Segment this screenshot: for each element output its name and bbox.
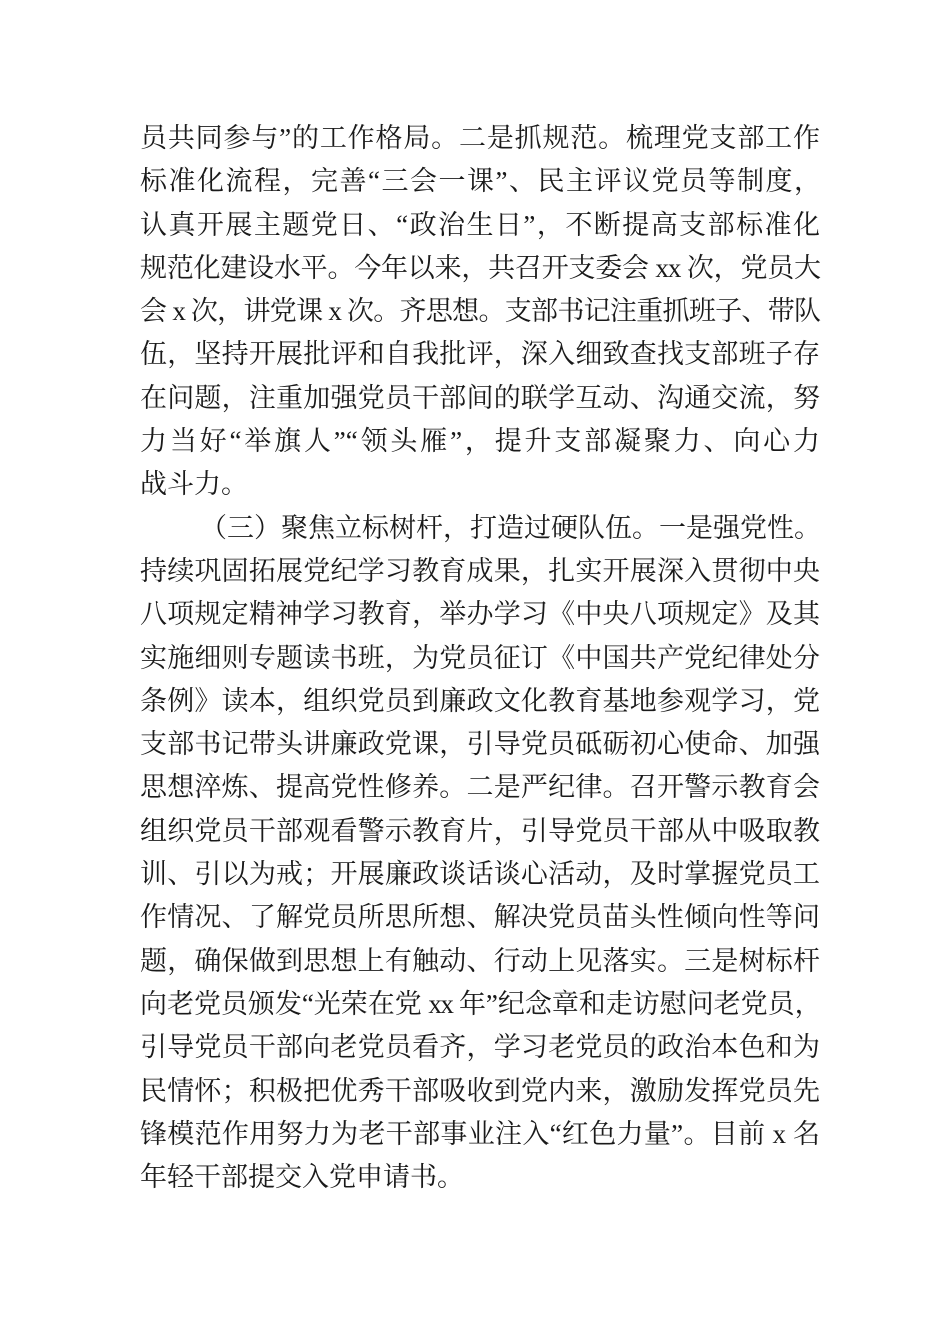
text-line-section-heading: （三）聚焦立标树杆，打造过硬队伍。一是强党性。 bbox=[200, 512, 821, 543]
text-line: 向老党员颁发“光荣在党 xx 年”纪念章和走访慰问老党员， bbox=[140, 988, 820, 1019]
text-line: 实施细则专题读书班，为党员征订《中国共产党纪律处分 bbox=[140, 642, 820, 673]
text-line: 题，确保做到思想上有触动、行动上见落实。三是树标杆 bbox=[140, 945, 820, 976]
text-line: 力当好“举旗人”“领头雁”，提升支部凝聚力、向心力 bbox=[140, 426, 820, 457]
text-line: 员共同参与”的工作格局。二是抓规范。梳理党支部工作 bbox=[140, 123, 820, 153]
text-line: 支部书记带头讲廉政党课，引导党员砥砺初心使命、加强 bbox=[140, 729, 820, 760]
text-line: 在问题，注重加强党员干部间的联学互动、沟通交流，努 bbox=[140, 382, 820, 413]
text-line: 作情况、了解党员所思所想、解决党员苗头性倾向性等问 bbox=[140, 902, 820, 933]
text-line: 民情怀；积极把优秀干部吸收到党内来，激励发挥党员先 bbox=[140, 1075, 820, 1106]
text-line-paragraph-end: 战斗力。 bbox=[140, 469, 248, 500]
text-line-paragraph-end: 年轻干部提交入党申请书。 bbox=[140, 1162, 464, 1193]
text-line: 伍，坚持开展批评和自我批评，深入细致查找支部班子存 bbox=[140, 339, 820, 370]
text-line: 思想淬炼、提高党性修养。二是严纪律。召开警示教育会 bbox=[140, 772, 820, 803]
text-line: 训、引以为戒；开展廉政谈话谈心活动，及时掌握党员工 bbox=[140, 859, 820, 890]
text-line: 规范化建设水平。今年以来，共召开支委会 xx 次，党员大 bbox=[140, 252, 820, 283]
text-line: 会 x 次，讲党课 x 次。齐思想。支部书记注重抓班子、带队 bbox=[140, 296, 820, 327]
text-line: 条例》读本，组织党员到廉政文化教育基地参观学习，党 bbox=[140, 685, 820, 716]
text-line: 标准化流程，完善“三会一课”、民主评议党员等制度， bbox=[140, 166, 820, 197]
document-text-block bbox=[140, 117, 820, 1199]
text-line: 引导党员干部向老党员看齐，学习老党员的政治本色和为 bbox=[140, 1032, 820, 1063]
text-line: 持续巩固拓展党纪学习教育成果，扎实开展深入贯彻中央 bbox=[140, 555, 820, 586]
text-line: 组织党员干部观看警示教育片，引导党员干部从中吸取教 bbox=[140, 815, 820, 846]
text-line: 八项规定精神学习教育，举办学习《中央八项规定》及其 bbox=[140, 599, 820, 630]
text-line: 锋模范作用努力为老干部事业注入“红色力量”。目前 x 名 bbox=[140, 1118, 820, 1149]
text-line: 认真开展主题党日、“政治生日”，不断提高支部标准化 bbox=[140, 209, 820, 240]
